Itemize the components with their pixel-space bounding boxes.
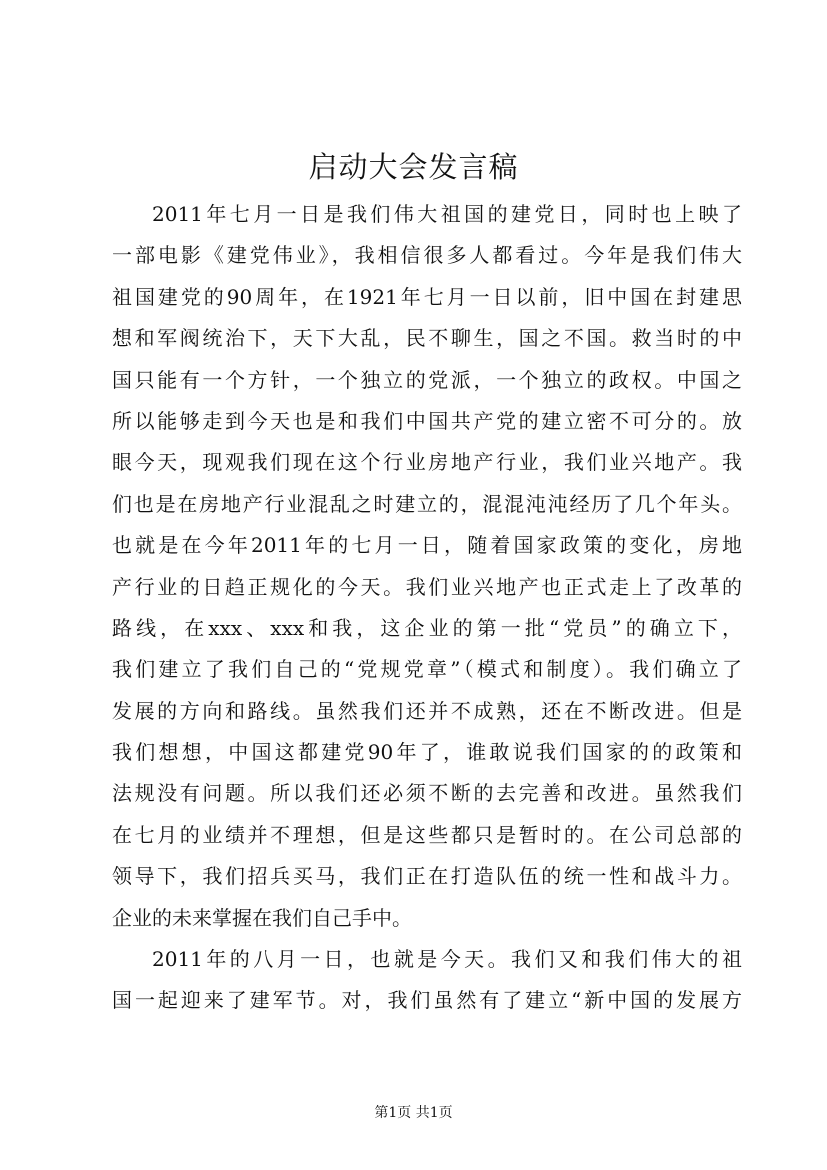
- paragraph-line: 一部电影《建党伟业》，我相信很多人都看过。今年是我们伟大: [112, 243, 742, 268]
- paragraph-line: 发展的方向和路线。虽然我们还并不成熟，还在不断改进。但是: [112, 698, 742, 723]
- paragraph-line: 国只能有一个方针，一个独立的党派，一个独立的政权。中国之: [112, 367, 742, 392]
- paragraph-line: 法规没有问题。所以我们还必须不断的去完善和改进。虽然我们: [112, 781, 742, 806]
- paragraph-line: 在七月的业绩并不理想，但是这些都只是暂时的。在公司总部的: [112, 822, 742, 847]
- page-footer: 第1页 共1页: [374, 1105, 453, 1121]
- paragraph-line: 也就是在今年2011年的七月一日，随着国家政策的变化，房地: [112, 533, 742, 558]
- paragraph-line: 眼今天，现观我们现在这个行业房地产行业，我们业兴地产。我: [112, 450, 742, 475]
- document-body: [112, 194, 742, 1022]
- paragraph-line: 产行业的日趋正规化的今天。我们业兴地产也正式走上了改革的: [112, 574, 742, 599]
- paragraph-line: 领导下，我们招兵买马，我们正在打造队伍的统一性和战斗力。: [112, 864, 742, 889]
- paragraph-line: 企业的未来掌握在我们自己手中。: [112, 905, 412, 930]
- paragraph-line: 国一起迎来了建军节。对，我们虽然有了建立“新中国的发展方: [112, 988, 742, 1013]
- paragraph-line: 所以能够走到今天也是和我们中国共产党的建立密不可分的。放: [112, 408, 742, 433]
- paragraph-line: 祖国建党的90周年，在1921年七月一日以前，旧中国在封建思: [112, 284, 742, 309]
- paragraph-line: 2011年七月一日是我们伟大祖国的建党日，同时也上映了: [152, 202, 742, 226]
- paragraph-line: 路线，在xxx、xxx和我，这企业的第一批“党员”的确立下，: [112, 615, 742, 640]
- paragraph-line: 们也是在房地产行业混乱之时建立的，混混沌沌经历了几个年头。: [112, 491, 742, 516]
- paragraph-line: 想和军阀统治下，天下大乱，民不聊生，国之不国。救当时的中: [112, 326, 742, 351]
- paragraph-line: 2011年的八月一日，也就是今天。我们又和我们伟大的祖: [152, 947, 742, 972]
- paragraph-line: 我们建立了我们自己的“党规党章”（模式和制度）。我们确立了: [112, 657, 742, 682]
- document-title: 启动大会发言稿: [308, 150, 519, 184]
- paragraph-line: 我们想想，中国这都建党90年了，谁敢说我们国家的的政策和: [112, 740, 742, 765]
